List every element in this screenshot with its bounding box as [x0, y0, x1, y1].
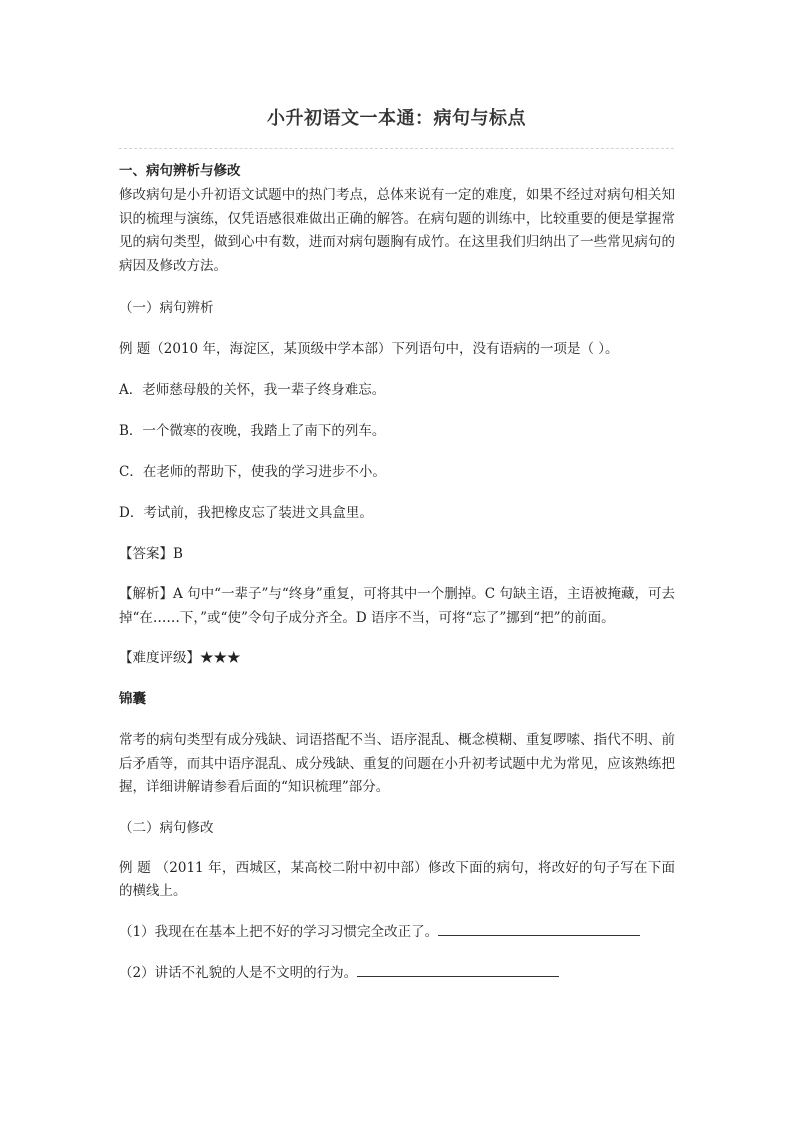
- tips-paragraph: 常考的病句类型有成分残缺、词语搭配不当、语序混乱、概念模糊、重复啰嗦、指代不明、前后矛盾等，而其中语序混乱、成分残缺、重复的问题在小升初考试题中尤为常见，应该熟练把握，详细讲解请参看后面的“知识梳理”部分。: [119, 732, 675, 795]
- analysis-paragraph: 【解析】A 句中“一辈子”与“终身”重复，可将其中一个删掉。C 句缺主语，主语被掩藏，可去掉“在……下，”或“使”令句子成分齐全。D 语序不当，可将“忘了”挪到“把”的前面。: [119, 586, 675, 626]
- example-question-1: 例 题（2010 年，海淀区，某顶级中学本部）下列语句中，没有语病的一项是（ ）。: [119, 341, 619, 357]
- tips-heading: 锦囊: [119, 691, 146, 707]
- section-heading: 一、病句辨析与修改: [119, 163, 241, 179]
- exercise-item-2: [119, 962, 675, 984]
- option-b: B．一个微寒的夜晚，我踏上了南下的列车。: [119, 423, 386, 439]
- exercise-item-2-text: （2）讲话不礼貌的人是不文明的行为。: [119, 964, 358, 981]
- option-a: A．老师慈母般的关怀，我一辈子终身难忘。: [119, 382, 386, 398]
- document-title: 小升初语文一本通：病句与标点: [267, 108, 526, 129]
- subsection-heading-2: （二）病句修改: [119, 819, 214, 836]
- difficulty-rating: 【难度评级】★★★: [119, 650, 241, 666]
- exercise-item-1: [119, 921, 675, 943]
- option-d: D．考试前，我把橡皮忘了装进文具盒里。: [119, 505, 373, 521]
- answer-blank-2[interactable]: [357, 962, 559, 977]
- option-c: C．在老师的帮助下，使我的学习进步不小。: [119, 464, 386, 480]
- exercise-item-1-text: （1）我现在在基本上把不好的学习习惯完全改正了。: [119, 923, 439, 940]
- title-divider: [119, 148, 674, 149]
- subsection-heading-1: （一）病句辨析: [119, 300, 214, 316]
- answer-line: 【答案】B: [119, 546, 183, 562]
- intro-paragraph: 修改病句是小升初语文试题中的热门考点，总体来说有一定的难度，如果不经过对病句相关知识的梳理与演练，仅凭语感很难做出正确的解答。在病句题的训练中，比较重要的便是掌握常见的病句类型，做到心中有数，进而对病句题胸有成竹。在这里我们归纳出了一些常见病句的病因及修改方法。: [119, 187, 675, 274]
- example-question-2: 例 题 （2011 年，西城区，某高校二附中初中部）修改下面的病句，将改好的句子写在下面的横线上。: [119, 859, 675, 899]
- document-body: [119, 160, 675, 984]
- answer-blank-1[interactable]: [438, 921, 640, 936]
